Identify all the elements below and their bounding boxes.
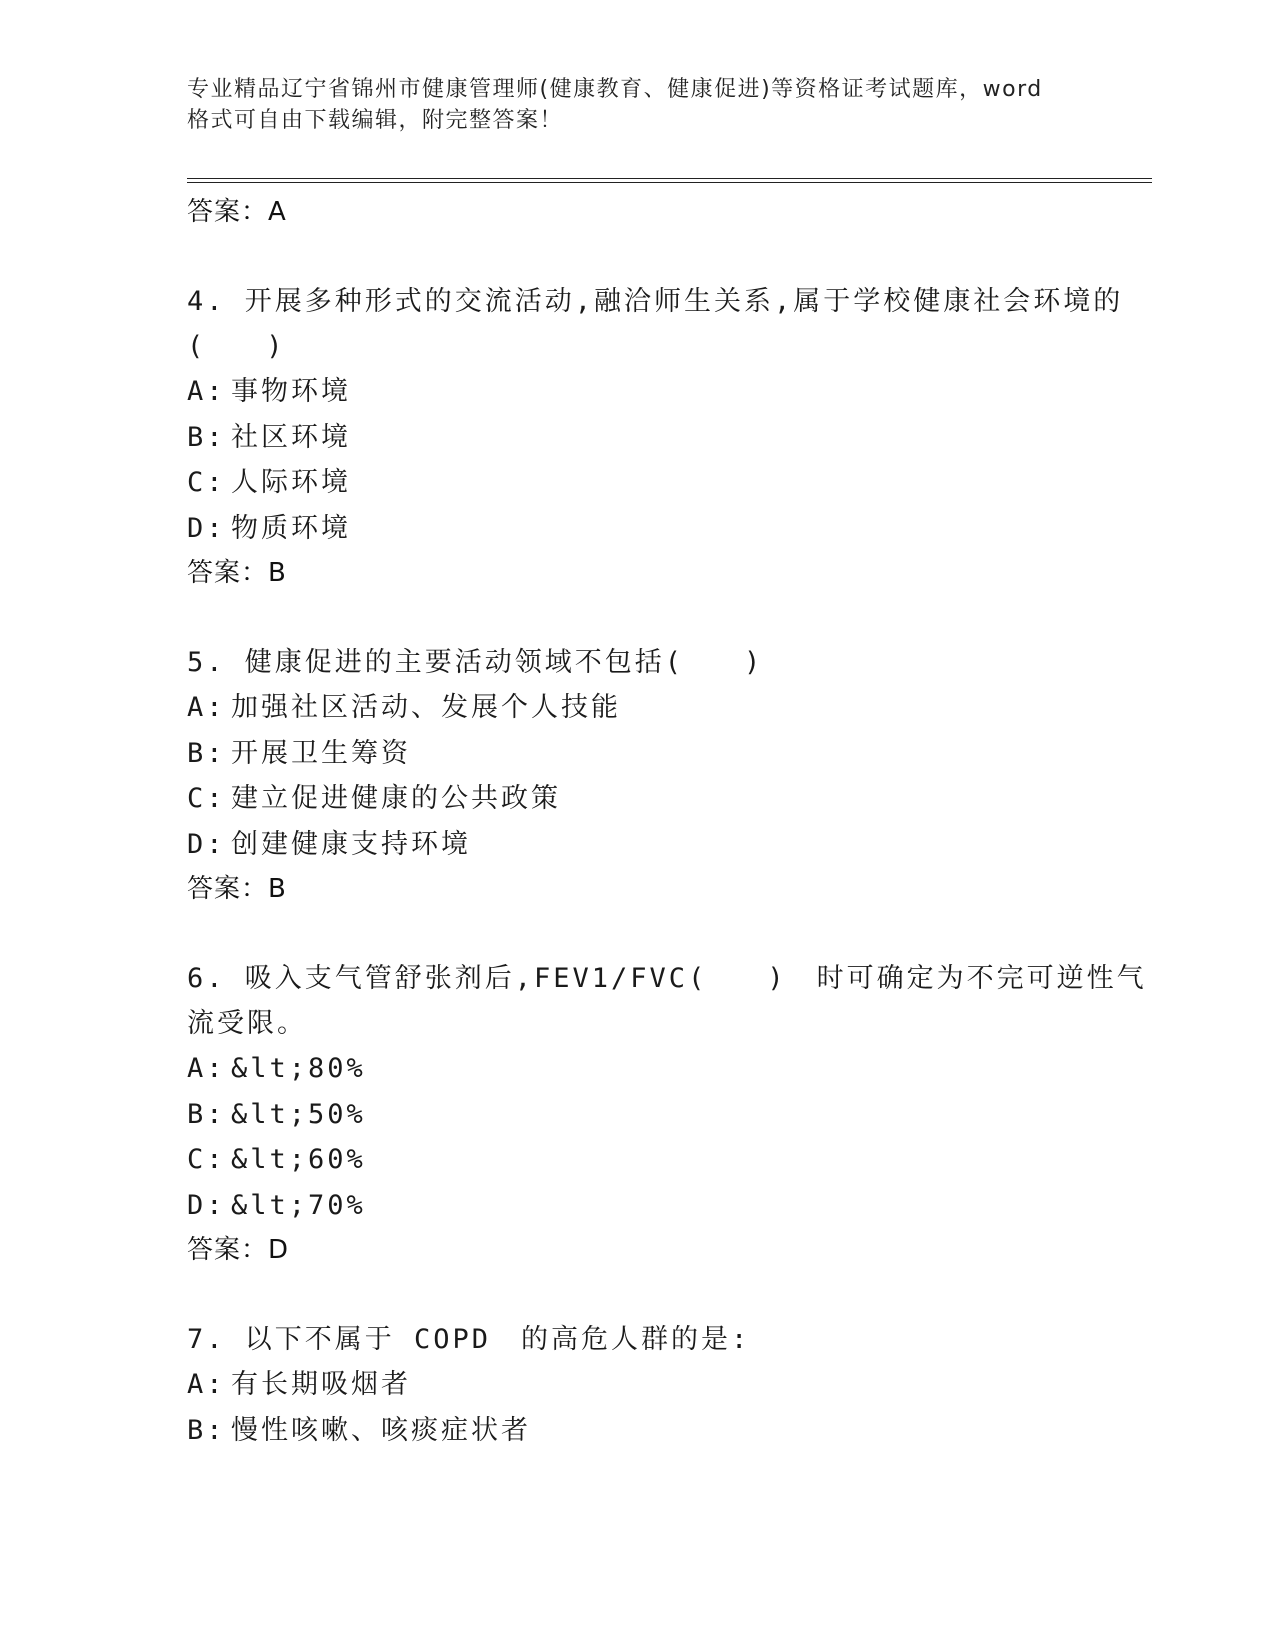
option-text: 开展卫生筹资 — [231, 737, 411, 769]
option-letter: A: — [187, 1369, 226, 1400]
option-text: 人际环境 — [231, 467, 351, 498]
question-block — [187, 956, 1147, 1272]
option-text: 有长期吸烟者 — [231, 1369, 411, 1400]
option-letter: B: — [187, 1098, 226, 1130]
option-b — [187, 415, 1147, 461]
option-c — [187, 776, 1147, 822]
answer-line: 答案：B — [187, 558, 287, 588]
answer-line: 答案：D — [187, 1235, 290, 1265]
answer-line: 答案：A — [187, 197, 287, 227]
option-text: 事物环境 — [231, 376, 351, 407]
option-letter: A: — [187, 692, 226, 723]
option-letter: B: — [187, 1414, 226, 1446]
option-b — [187, 1092, 1147, 1138]
spacer — [187, 595, 1147, 640]
spacer — [187, 234, 1147, 279]
option-text: &lt;60% — [231, 1144, 366, 1175]
question-block — [187, 640, 1147, 911]
option-text: &lt;80% — [231, 1053, 366, 1084]
option-d — [187, 822, 1147, 868]
question-block — [187, 1317, 1147, 1453]
option-letter: D: — [187, 1189, 226, 1221]
question-text: 7. 以下不属于 COPD 的高危人群的是: — [187, 1324, 751, 1355]
option-text: &lt;50% — [231, 1098, 366, 1130]
option-letter: D: — [187, 828, 226, 860]
option-text: 慢性咳嗽、咳痰症状者 — [231, 1414, 531, 1446]
question-text-continued: 流受限。 — [187, 1008, 307, 1039]
option-letter: C: — [187, 467, 226, 498]
option-text: 创建健康支持环境 — [231, 828, 471, 860]
option-a — [187, 1046, 1147, 1092]
option-letter: C: — [187, 783, 226, 814]
header-divider-top — [187, 178, 1152, 179]
option-text: &lt;70% — [231, 1189, 366, 1221]
option-text: 加强社区活动、发展个人技能 — [231, 692, 621, 723]
option-c — [187, 460, 1147, 506]
option-text: 物质环境 — [231, 512, 351, 544]
question-block — [187, 279, 1147, 595]
option-letter: B: — [187, 737, 226, 769]
header-divider-bottom — [187, 182, 1152, 183]
option-letter: C: — [187, 1144, 226, 1175]
question-list — [187, 190, 1147, 1453]
answer-line: 答案：B — [187, 874, 287, 904]
spacer — [187, 1272, 1147, 1317]
option-d — [187, 506, 1147, 552]
question-text: 4. 开展多种形式的交流活动,融洽师生关系,属于学校健康社会环境的 — [187, 286, 1124, 317]
option-d — [187, 1183, 1147, 1229]
option-letter: B: — [187, 421, 226, 453]
option-letter: D: — [187, 512, 226, 544]
option-a — [187, 1362, 1147, 1408]
option-text: 社区环境 — [231, 421, 351, 453]
page-header — [187, 74, 1087, 136]
option-b — [187, 731, 1147, 777]
question-text: 6. 吸入支气管舒张剂后,FEV1/FVC( ) 时可确定为不完可逆性气 — [187, 963, 1147, 994]
option-a — [187, 369, 1147, 415]
question-text: 5. 健康促进的主要活动领域不包括( ) — [187, 647, 764, 678]
header-line-2: 格式可自由下载编辑，附完整答案！ — [187, 108, 564, 133]
option-c — [187, 1137, 1147, 1183]
option-text: 建立促进健康的公共政策 — [231, 783, 561, 814]
option-b — [187, 1408, 1147, 1454]
question-text-continued: ( ) — [187, 331, 286, 362]
option-letter: A: — [187, 1053, 226, 1084]
option-letter: A: — [187, 376, 226, 407]
option-a — [187, 685, 1147, 731]
spacer — [187, 911, 1147, 956]
header-line-1: 专业精品辽宁省锦州市健康管理师(健康教育、健康促进)等资格证考试题库，word — [187, 77, 1043, 102]
